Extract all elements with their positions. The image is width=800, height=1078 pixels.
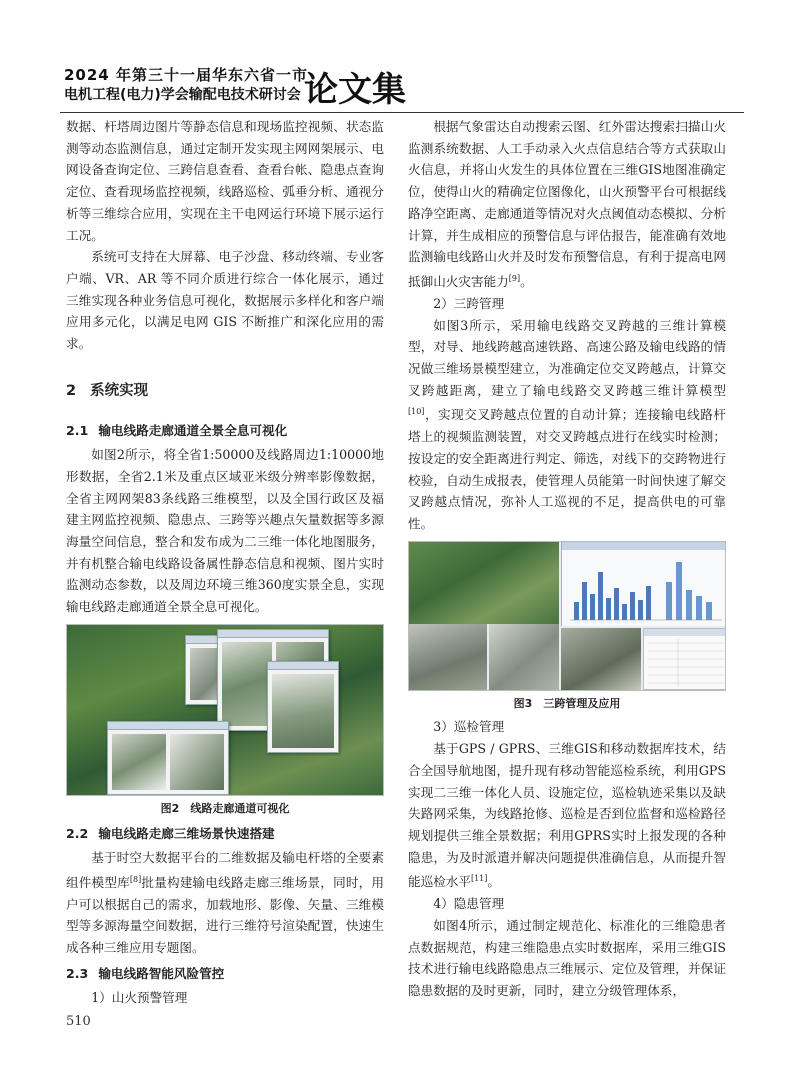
citation: [10] (408, 407, 425, 417)
map-pane (409, 542, 559, 624)
subsection-title: 输电线路走廊三维场景快速搭建 (98, 826, 275, 842)
left-paragraph-1: 数据、杆塔周边图片等静态信息和现场监控视频、状态监测等动态监测信息，通过定制开发实现主网网架展示、电网设备查询定位、三跨信息查看、查看台帐、隐患点查询定位、查看现场监控视频，线路巡检、弧垂分析、通视分析等三维综合应用，实现在主干电网运行环境下展示运行工况。 (66, 119, 384, 243)
item-2-heading: 2）三跨管理 (433, 295, 505, 311)
left-paragraph-4 (66, 847, 384, 959)
paragraph-text: 基于GPS / GPRS、三维GIS和移动数据库技术，结合全国导航地图，提升现有移动智能巡检系统，利用GPS实现二三维一体化人员、设施定位，巡检轨迹采集以及缺失路网采集，为线路抢修、巡检是否到位监督和巡检路径规划提供三维全景数据；利用GPRS实时上报发现的各种隐患，为及时派遣并解决问题提供准确信息，从而提升智能巡检水平 (408, 741, 726, 890)
bar-chart-thumbnail (562, 542, 726, 626)
subsection-2-1-heading (66, 420, 384, 442)
subsection-number: 2.3 (66, 965, 89, 981)
subsection-title: 输电线路走廊通道全景全息可视化 (98, 423, 288, 439)
header-line-1: 2024 年第三十一届华东六省一市 (64, 66, 308, 84)
photo-pane (409, 624, 487, 690)
item-1-heading: 1）山火预警管理 (91, 989, 188, 1005)
right-column (408, 116, 726, 1002)
header-rule (60, 112, 744, 113)
paragraph-text: 基于时空大数据平台的二维数据及输电杆塔的全要素组件模型库 (66, 850, 384, 891)
subsection-number: 2.2 (66, 826, 89, 842)
page-number: 510 (66, 1014, 91, 1029)
photo-pane (561, 628, 641, 690)
citation: [9] (508, 273, 521, 283)
left-paragraph-2: 系统可支持在大屏幕、电子沙盘、移动终端、专业客户端、VR、AR 等不同介质进行综合一体化展示，通过三维实现各种业务信息可视化，数据展示多样化和客户端应用多元化，以满足电网 GIS 不断推广和深化应用的需求。 (66, 249, 384, 352)
figure-3-image (408, 541, 726, 691)
right-paragraph-2 (408, 315, 726, 535)
item-3-heading: 3）巡检管理 (433, 719, 505, 735)
section-2-heading (66, 381, 384, 403)
screenshot-window (267, 661, 339, 753)
citation: [8] (129, 874, 142, 884)
journal-header (64, 62, 744, 108)
header-line-2: 电机工程(电力)学会输配电技术研讨会 (64, 87, 301, 103)
figure-3-caption: 图3 三跨管理及应用 (513, 696, 621, 710)
left-column (66, 116, 384, 1008)
left-paragraph-3: 如图2所示，将全省1:50000及线路周边1:10000地形数据，全省2.1米及重点区域亚米级分辨率影像数据，全省主网网架83条线路三维模型，以及全国行政区及福建主网监控视频、隐患点、三跨等兴趣点矢量数据等多源海量空间信息，整合和发布成为二三维一体化地图服务，并有机整合输电线路设备属性静态信息和视频、图片实时监测动态参数，以及周边环境三维360度实景全息，实现输电线路走廊通道全景全息可视化。 (66, 447, 384, 615)
right-paragraph-1 (408, 116, 726, 293)
header-title: 论文集 (304, 70, 406, 110)
paragraph-text: 。 (487, 874, 500, 890)
figure-2-image (66, 624, 384, 796)
subsection-2-2-heading (66, 823, 384, 845)
paragraph-text: 根据气象雷达自动搜索云图、红外雷达搜索扫描山火监测系统数据、人工手动录入火点信息结合等方式获取山火信息，并将山火发生的具体位置在三维GIS地图准确定位，使得山火的精确定位图像化，山火预警平台可根据线路净空距离、走廊通道等情况对火点阈值动态模拟、分析计算，并生成相应的预警信息与评估报告，能准确有效地监测输电线路山火并及时发布预警信息，有利于提高电网抵御山火灾害能力 (408, 119, 726, 290)
table-pane (643, 628, 726, 690)
figure-2-caption: 图2 线路走廊通道可视化 (160, 801, 290, 815)
screenshot-window (107, 721, 229, 795)
paragraph-text: 如图3所示，采用输电线路交叉跨越的三维计算模型，对导、地线跨越高速铁路、高速公路及输电线路的情况做三维场景模型建立，为准确定位交叉跨越点，计算交叉跨越距离，建立了输电线路交叉跨越三维计算模型 (408, 317, 726, 398)
section-number: 2 (66, 382, 77, 399)
item-4-heading: 4）隐患管理 (433, 896, 505, 912)
right-paragraph-3 (408, 738, 726, 893)
section-title: 系统实现 (90, 382, 149, 399)
subsection-number: 2.1 (66, 423, 89, 439)
photo-pane (489, 624, 559, 690)
table-thumbnail (644, 629, 726, 691)
right-paragraph-4: 如图4所示，通过制定规范化、标准化的三维隐患者点数据规范，构建三维隐患点实时数据库，采用三维GIS技术进行输电线路隐患点三维展示、定位及管理，并保证隐患数据的及时更新，同时，建立分级管理体系， (408, 917, 726, 999)
chart-pane (561, 542, 726, 626)
subsection-title: 输电线路智能风险管控 (98, 965, 225, 981)
citation: [11] (470, 874, 488, 884)
paragraph-text: 批量构建输电线路走廊三维场景，同时，用户可以根据自己的需求，加载地形、影像、矢量、三维模型等多源海量空间数据，进行三维符号渲染配置，快速生成各种三维应用专题图。 (66, 875, 385, 956)
subsection-2-3-heading (66, 963, 384, 985)
paragraph-text: 。 (520, 274, 533, 290)
paragraph-text: ，实现交叉跨越点位置的自动计算；连接输电线路杆塔上的视频监测装置，对交叉跨越点进行在线实时检测；按设定的安全距离进行判定、筛选，对线下的交跨物进行校验，自动生成报表，使管理人员能第一时间快速了解交叉跨越点情况，弥补人工巡视的不足，提高供电的可靠性。 (408, 407, 726, 532)
